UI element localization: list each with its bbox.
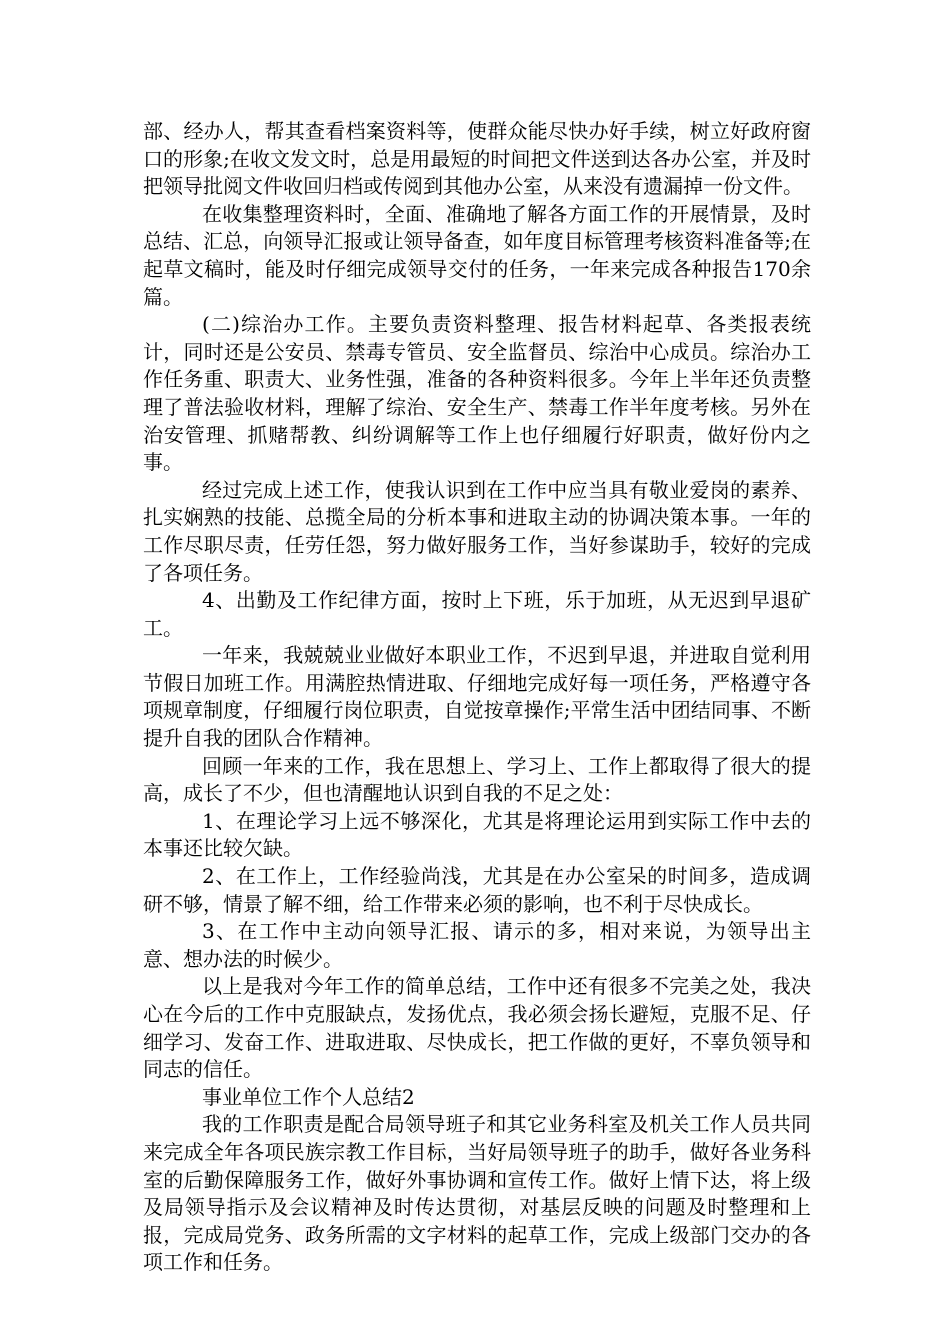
paragraph-reflection: 经过完成上述工作，使我认识到在工作中应当具有敬业爱岗的素养、扎实娴熟的技能、总揽全局的分析本事和进取主动的协调决策本事。一年的工作尽职尽责，任劳任怨，努力做好服务工作，当好参谋助手，较好的完成了各项任务。 bbox=[143, 477, 811, 585]
section-heading: 事业单位工作个人总结2 bbox=[202, 1084, 415, 1109]
paragraph-continuation: 部、经办人，帮其查看档案资料等，使群众能尽快办好手续，树立好政府窗口的形象;在收文发文时，总是用最短的时间把文件送到达各办公室，并及时把领导批阅文件收回归档或传阅到其他办公室，从来没有遗漏掉一份文件。 bbox=[143, 119, 811, 199]
paragraph-year-summary: 一年来，我兢兢业业做好本职业工作，不迟到早退，并进取自觉利用节假日加班工作。用满腔热情进取、仔细地完成好每一项任务，严格遵守各项规章制度，仔细履行岗位职责，自觉按章操作;平常生活中团结同事、不断提升自我的团队合作精神。 bbox=[143, 643, 811, 751]
paragraph-comprehensive-office: (二)综治办工作。主要负责资料整理、报告材料起草、各类报表统计，同时还是公安员、禁毒专管员、安全监督员、综治中心成员。综治办工作任务重、职责大、业务性强，准备的各种资料很多。今年上半年还负责整理了普法验收材料，理解了综治、安全生产、禁毒工作半年度考核。另外在治安管理、抓赌帮教、纠纷调解等工作上也仔细履行好职责，做好份内之事。 bbox=[143, 312, 811, 475]
paragraph-attendance: 4、出勤及工作纪律方面，按时上下班，乐于加班，从无迟到早退矿工。 bbox=[143, 588, 811, 640]
paragraph-job-duties: 我的工作职责是配合局领导班子和其它业务科室及机关工作人员共同来完成全年各项民族宗教工作目标，当好局领导班子的助手，做好各业务科室的后勤保障服务工作，做好外事协调和宣传工作。做好上情下达，将上级及局领导指示及会议精神及时传达贯彻，对基层反映的问题及时整理和上报，完成局党务、政务所需的文字材料的起草工作，完成上级部门交办的各项工作和任务。 bbox=[143, 1112, 811, 1275]
document-body bbox=[143, 118, 811, 1277]
paragraph-shortcoming-1: 1、在理论学习上远不够深化，尤其是将理论运用到实际工作中去的本事还比较欠缺。 bbox=[143, 808, 811, 861]
paragraph-data-collection: 在收集整理资料时，全面、准确地了解各方面工作的开展情景，及时总结、汇总，向领导汇报或让领导备查，如年度目标管理考核资料准备等;在起草文稿时，能及时仔细完成领导交付的任务，一年来完成各种报告170余篇。 bbox=[143, 201, 811, 309]
paragraph-conclusion: 以上是我对今年工作的简单总结，工作中还有很多不完美之处，我决心在今后的工作中克服缺点，发扬优点，我必须会扬长避短，克服不足、仔细学习、发奋工作、进取进取、尽快成长，把工作做的更好，不辜负领导和同志的信任。 bbox=[143, 974, 811, 1082]
paragraph-shortcoming-3: 3、在工作中主动向领导汇报、请示的多，相对来说，为领导出主意、想办法的时候少。 bbox=[143, 919, 811, 971]
paragraph-shortcoming-2: 2、在工作上，工作经验尚浅，尤其是在办公室呆的时间多，造成调研不够，情景了解不细，给工作带来必须的影响，也不利于尽快成长。 bbox=[143, 864, 811, 916]
paragraph-review: 回顾一年来的工作，我在思想上、学习上、工作上都取得了很大的提高，成长了不少，但也清醒地认识到自我的不足之处： bbox=[143, 753, 811, 806]
